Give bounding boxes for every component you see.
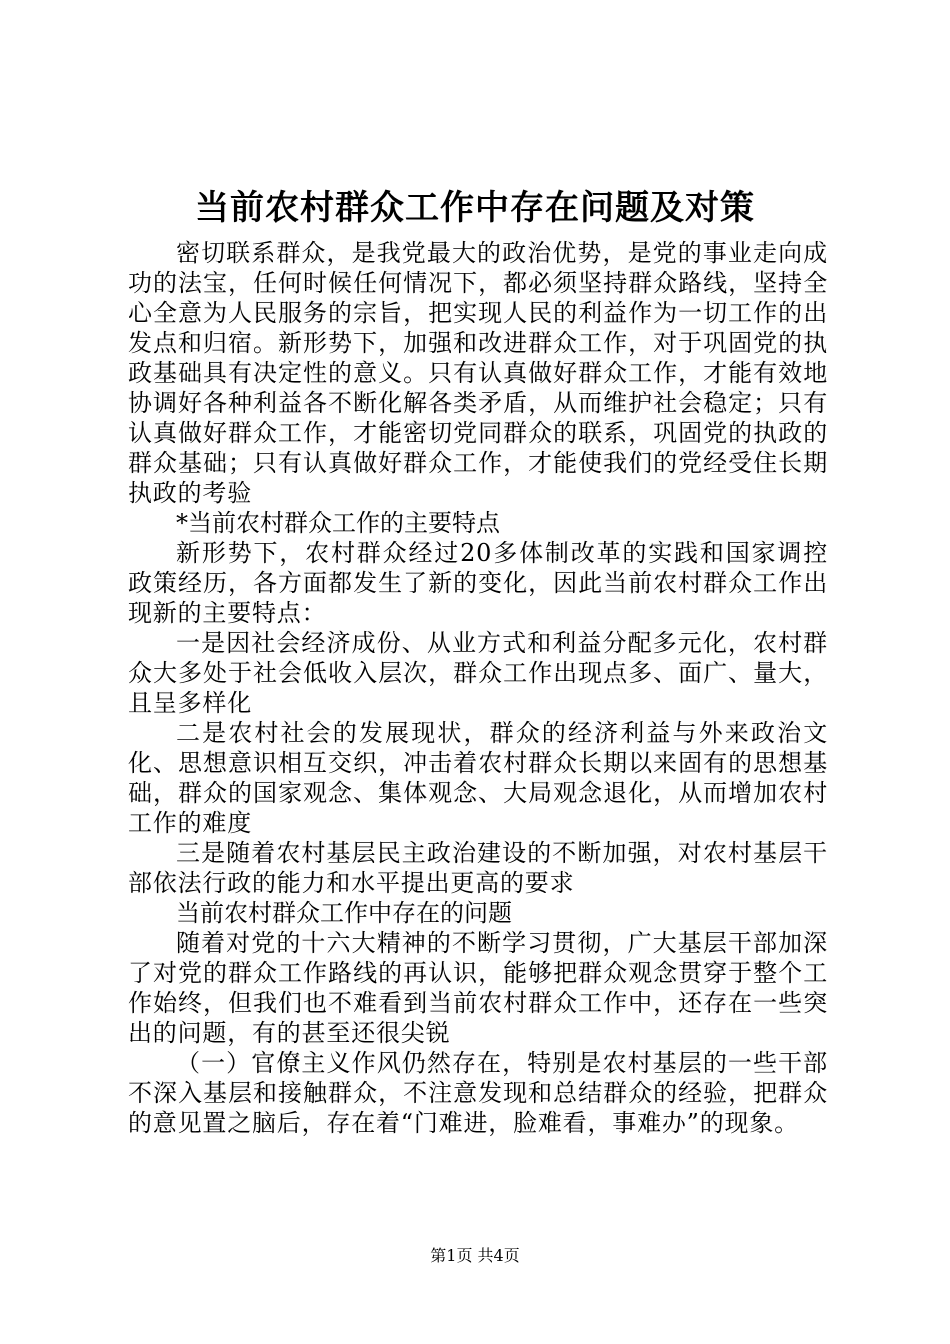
paragraph-problems-intro: 随着对党的十六大精神的不断学习贯彻，广大基层干部加深了对党的群众工作路线的再认识，能够把群众观念贯穿于整个工作始终，但我们也不难看到当前农村群众工作中，还存在一些突出的问题，有的甚至还很尖锐 (128, 929, 828, 1047)
document-title: 当前农村群众工作中存在问题及对策 (195, 188, 755, 228)
paragraph-intro: 密切联系群众，是我党最大的政治优势，是党的事业走向成功的法宝，任何时候任何情况下，都必须坚持群众路线，坚持全心全意为人民服务的宗旨，把实现人民的利益作为一切工作的出发点和归宿。新形势下，加强和改进群众工作，对于巩固党的执政基础具有决定性的意义。只有认真做好群众工作，才能有效地协调好各种利益各不断化解各类矛盾，从而维护社会稳定；只有认真做好群众工作，才能密切党同群众的联系，巩固党的执政的群众基础；只有认真做好群众工作，才能使我们的党经受住长期执政的考验 (128, 239, 828, 507)
paragraph-feature-two: 二是农村社会的发展现状，群众的经济利益与外来政治文化、思想意识相互交织，冲击着农村群众长期以来固有的思想基础，群众的国家观念、集体观念、大局观念退化，从而增加农村工作的难度 (128, 719, 828, 837)
section-heading-problems: 当前农村群众工作中存在的问题 (176, 899, 512, 927)
paragraph-feature-one: 一是因社会经济成份、从业方式和利益分配多元化，农村群众大多处于社会低收入层次，群众工作出现点多、面广、量大，且呈多样化 (128, 629, 828, 717)
paragraph-feature-three: 三是随着农村基层民主政治建设的不断加强，对农村基层干部依法行政的能力和水平提出更高的要求 (128, 839, 828, 897)
page-number-footer: 第1页 共4页 (430, 1246, 520, 1265)
document-body (128, 238, 828, 1138)
section-heading-features: *当前农村群众工作的主要特点 (176, 509, 500, 537)
paragraph-problem-one: （一）官僚主义作风仍然存在，特别是农村基层的一些干部不深入基层和接触群众，不注意发现和总结群众的经验，把群众的意见置之脑后，存在着“门难进，脸难看，事难办”的现象。 (128, 1049, 828, 1137)
paragraph-features-intro: 新形势下，农村群众经过20多体制改革的实践和国家调控政策经历，各方面都发生了新的变化，因此当前农村群众工作出现新的主要特点： (128, 539, 828, 627)
